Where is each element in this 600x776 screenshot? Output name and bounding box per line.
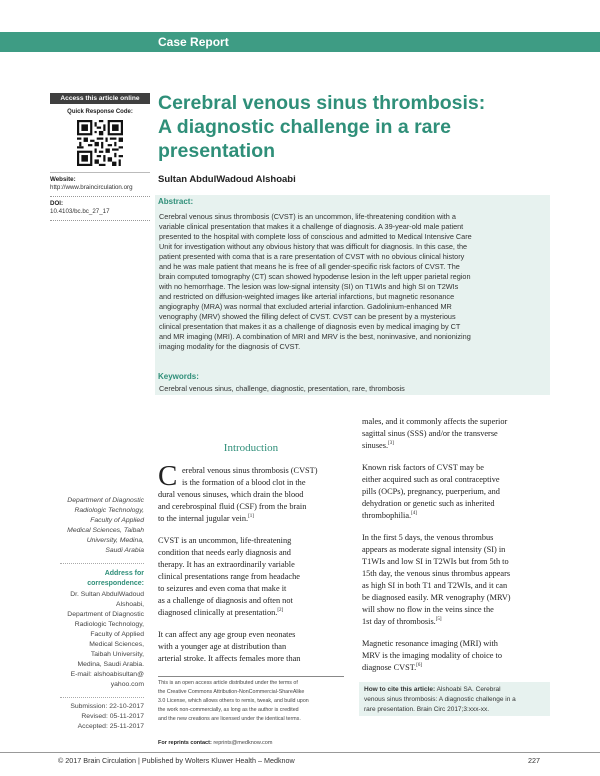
article-title-line: presentation [158, 140, 276, 162]
citation-ref[interactable]: [2] [277, 608, 284, 614]
divider [50, 172, 150, 173]
abstract-line: clinical presentation that makes it as a challenge of diagnosis even by medical imaging by CT [159, 322, 461, 331]
correspondence-line: Radiologic Technology, [74, 621, 144, 628]
body-text: diagnose CVST. [362, 663, 417, 672]
body-line: 15th day, the venous sinus thrombus appears [362, 569, 511, 578]
body-text: sinuses. [362, 441, 389, 450]
body-line: CVST is an uncommon, life-threatening [158, 536, 292, 545]
doi-label: DOI: [50, 200, 64, 207]
citation-ref[interactable]: [5] [435, 617, 442, 623]
drop-cap: C [158, 460, 178, 492]
keywords-text: Cerebral venous sinus, challenge, diagnostic, presentation, rare, thrombosis [159, 384, 405, 393]
abstract-line: imaging modality for the diagnosis of CVST. [159, 342, 301, 351]
license-line: This is an open access article distributed under the terms of [158, 680, 298, 686]
affiliation-line: Saudi Arabia [105, 547, 144, 554]
article-title-line: A diagnostic challenge in a rare [158, 116, 451, 138]
correspondence-line: Medina, Saudi Arabia. [77, 661, 144, 668]
body-text: 1st day of thrombosis. [362, 617, 436, 626]
abstract-line: venography (MRV) showed the filling defect of CVST. CVST can be present by a mysterious [159, 312, 456, 321]
access-panel [50, 93, 150, 221]
qr-label: Quick Response Code: [67, 109, 133, 115]
affiliation-line: Faculty of Applied [90, 517, 144, 524]
cite-line: rare presentation. Brain Circ 2017;3:xxx-xx. [364, 706, 489, 713]
body-line: condition that needs early diagnosis and [158, 548, 291, 557]
body-line: with a younger age at distribution than [158, 642, 287, 651]
body-text: thrombophilia. [362, 511, 412, 520]
body-line: arterial stroke. It affects females more than [158, 654, 301, 663]
submission-date: Submission: 22-10-2017 [70, 703, 144, 710]
citation-ref[interactable]: [6] [416, 663, 423, 669]
body-line: In the first 5 days, the venous thrombus [362, 533, 494, 542]
divider [60, 563, 144, 564]
abstract-line: and he was male patient that means he is free of all gender-specific risk factors of CVST. The [159, 262, 460, 271]
introduction-heading: Introduction [223, 442, 279, 454]
access-heading: Access this article online [50, 93, 150, 104]
citation-ref[interactable]: [1] [248, 514, 254, 520]
abstract-line: and MR imaging (MRI). A combination of MRI and MRV is the best, noninvasive, and nonionizing [159, 332, 471, 341]
revised-date: Revised: 05-11-2017 [81, 713, 144, 720]
body-line: males, and it commonly affects the superior [362, 417, 508, 426]
body-line: dehydration or genetic such as inherited [362, 499, 495, 508]
affiliation-line: Medical Sciences, Taibah [67, 527, 144, 534]
divider [158, 676, 344, 677]
body-line [362, 663, 422, 672]
affiliation-line: Radiologic Technology, [74, 507, 144, 514]
article-title-line: Cerebral venous sinus thrombosis: [158, 92, 486, 114]
keywords-label: Keywords: [158, 372, 199, 381]
body-line: erebral venous sinus thrombosis (CVST) [182, 466, 318, 475]
license-line: the Creative Commons Attribution-NonCommercial-ShareAlike [158, 689, 305, 695]
abstract-line: Cerebral venous sinus thrombosis (CVST) is an uncommon, life-threatening condition with a [159, 212, 456, 221]
body-line: is the formation of a blood clot in the [182, 478, 306, 487]
body-line [362, 441, 394, 450]
body-line: T1WIs and low SI in T2WIs but from 5th to [362, 557, 509, 566]
abstract-line: and restricted on diffusion-weighted images like arterial infarctions, but magnetic resonance [159, 292, 455, 301]
affiliation-line: University, Medina, [86, 537, 144, 544]
correspondence-line: Alshoabi, [116, 601, 144, 608]
reprints-email[interactable]: reprints@medknow.com [213, 740, 273, 746]
body-line: to seizures and even coma that make it [158, 584, 287, 593]
correspondence-line: Faculty of Applied [90, 631, 144, 638]
correspondence-line: Medical Sciences, [89, 641, 144, 648]
email-line[interactable]: E-mail: alshoabisultan@ [70, 671, 144, 678]
divider [60, 697, 144, 698]
body-line: as high SI in both T1 and T2WIs, and it can [362, 581, 508, 590]
divider [50, 196, 150, 197]
body-line: dural venous sinuses, which drain the blood [158, 490, 304, 499]
correspondence-line: Dr. Sultan AbdulWadoud [70, 591, 144, 598]
reprints-label: For reprints contact: [158, 740, 212, 746]
abstract-line: patient presented with coma that is a rare presentation of CVST with no obvious clinical history [159, 252, 465, 261]
header-band [0, 32, 600, 52]
license-line: the work non-commercially, as long as the author is credited [158, 707, 299, 713]
abstract-line: Unit for investigation without any obvious history that was difficult for diagnosis. In this case, the [159, 242, 468, 251]
body-line [362, 511, 417, 520]
body-line: sagittal sinus (SSS) and/or the transverse [362, 429, 498, 438]
correspondence-heading: Address for [104, 570, 144, 577]
footer-text: © 2017 Brain Circulation | Published by Wolters Kluwer Health – Medknow [58, 756, 295, 765]
website-label: Website: [50, 176, 76, 183]
cite-text: Alshoabi SA. Cerebral [436, 686, 501, 693]
body-line: be diagnosed easily. MR venography (MRV) [362, 593, 511, 602]
correspondence-line: Taibah University, [90, 651, 144, 658]
reprints-line [158, 740, 272, 746]
body-line: Magnetic resonance imaging (MRI) with [362, 639, 498, 648]
email-line[interactable]: yahoo.com [110, 681, 144, 688]
license-line: and the new creations are licensed under the identical terms. [158, 716, 301, 722]
body-line [362, 617, 442, 626]
body-line [158, 608, 283, 617]
author-name: Sultan AbdulWadoud Alshoabi [158, 174, 296, 185]
abstract-line: presented to the hospital with complete loss of conscious and admitted to Medical Intensive Care [159, 232, 472, 241]
body-line [158, 514, 254, 523]
body-line: either acquired such as oral contraceptive [362, 475, 500, 484]
body-line: Known risk factors of CVST may be [362, 463, 484, 472]
correspondence-line: Department of Diagnostic [67, 611, 144, 618]
body-line: will show no flow in the veins since the [362, 605, 494, 614]
body-line: therapy. It has an extraordinarily variable [158, 560, 295, 569]
body-line: appears as moderate signal intensity (SI) in [362, 545, 506, 554]
body-line: clinical presentations range from headache [158, 572, 300, 581]
abstract-line: angiography (MRA) was normal that excluded arterial infarction. Gadolinium-enhanced MR [159, 302, 452, 311]
correspondence-heading: correspondence: [87, 580, 144, 587]
body-line: It can affect any age group even neonates [158, 630, 296, 639]
abstract-line: with no hemorrhage. The lesion was low-signal intensity (SI) on T1WIs and high SI on T2WIs [159, 282, 459, 291]
website-link[interactable]: http://www.braincirculation.org [50, 184, 133, 191]
license-line: 3.0 License, which allows others to remix, tweak, and build upon [158, 698, 309, 704]
qr-code-icon[interactable] [77, 120, 123, 166]
body-line: as a challenge of diagnosis and often not [158, 596, 293, 605]
abstract-label: Abstract: [158, 197, 194, 206]
divider [50, 220, 150, 221]
divider [0, 752, 600, 753]
body-line: MRV is the imaging modality of choice to [362, 651, 502, 660]
citation-ref[interactable]: [3] [388, 441, 394, 447]
article-category: Case Report [158, 35, 229, 49]
body-text: diagnosed clinically at presentation. [158, 608, 278, 617]
body-line: and cerebrospinal fluid (CSF) from the brain [158, 502, 307, 511]
cite-line: venous sinus thrombosis: A diagnostic challenge in a [364, 696, 516, 703]
affiliation-line: Department of Diagnostic [67, 497, 144, 504]
doi-link[interactable]: 10.4103/bc.bc_27_17 [50, 208, 110, 215]
abstract-line: brain computed tomography (CT) scan showed hypodense lesion in the left upper parietal region [159, 272, 471, 281]
accepted-date: Accepted: 25-11-2017 [77, 723, 144, 730]
abstract-line: variable clinical presentation that makes it a challenge of diagnosis. A 39-year-old male patient [159, 222, 464, 231]
body-line: pills (OCPs), pregnancy, puerperium, and [362, 487, 500, 496]
cite-line [364, 686, 501, 693]
body-text: to the internal jugular vein. [158, 514, 249, 523]
page-number: 227 [528, 756, 540, 765]
citation-ref[interactable]: [4] [411, 511, 417, 517]
cite-label: How to cite this article: [364, 686, 436, 693]
